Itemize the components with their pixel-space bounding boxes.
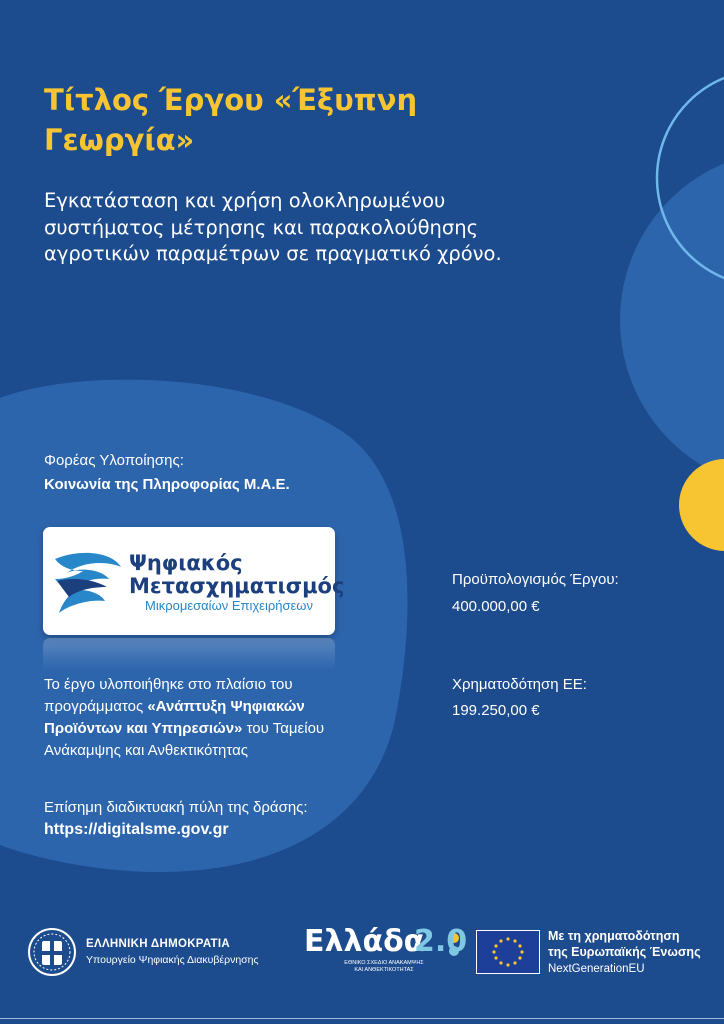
logo-reflection (43, 638, 335, 670)
yellow-dot-shape (679, 459, 724, 551)
ellada-logo-version: 2.0 (414, 924, 468, 959)
program-logo-line3: Μικρομεσαίων Επιχειρήσεων (145, 598, 313, 613)
portal-link[interactable]: https://digitalsme.gov.gr (44, 821, 229, 838)
project-title: Τίτλος Έργου «Έξυπνη Γεωργία» (44, 83, 418, 157)
implementer-label: Φορέας Υλοποίησης: (44, 452, 184, 469)
bottom-divider (0, 1018, 724, 1019)
greece-ministry: Υπουργείο Ψηφιακής Διακυβέρνησης (86, 954, 259, 966)
ellada-logo-sub2: ΚΑΙ ΑΝΘΕΚΤΙΚΟΤΗΤΑΣ (354, 967, 414, 973)
eu-stars-icon (477, 931, 539, 973)
eu-funding-label: Χρηματοδότηση ΕΕ: (452, 676, 587, 693)
project-description: Εγκατάσταση και χρήση ολοκληρωμένου συστήματος μέτρησης και παρακολούθησης αγροτικών παραμέτρων σε πραγματικό χρόνο. (44, 189, 502, 265)
budget-value: 400.000,00 € (452, 598, 540, 615)
program-logo (43, 527, 345, 635)
program-logo-line2: Μετασχηματισμός (129, 574, 345, 598)
eu-flag-icon (476, 930, 540, 974)
eu-funding-line3: NextGenerationEU (548, 963, 645, 975)
eu-funding-value: 199.250,00 € (452, 702, 540, 719)
eu-funding-line1: Με τη χρηματοδότηση (548, 929, 680, 943)
implementer-value: Κοινωνία της Πληροφορίας Μ.Α.Ε. (44, 476, 290, 493)
budget-label: Προϋπολογισμός Έργου: (452, 571, 619, 588)
program-text-after: του Ταμείου Ανάκαμψης και Ανθεκτικότητας (44, 720, 325, 759)
greece-title: ΕΛΛΗΝΙΚΗ ΔΗΜΟΚΡΑΤΙΑ (86, 938, 230, 950)
program-name: «Ανάπτυξη Ψηφιακών Προϊόντων και Υπηρεσιών» (44, 698, 305, 737)
right-circle-shape (620, 150, 724, 490)
program-logo-line1: Ψηφιακός (129, 551, 243, 575)
portal-label: Επίσημη διαδικτυακή πύλη της δράσης: (44, 799, 308, 816)
program-statement (44, 674, 364, 762)
program-swirl-icon (49, 541, 129, 621)
program-text-before: Το έργο υλοποιήθηκε στο πλαίσιο του προγράμματος (44, 676, 293, 715)
greek-coat-of-arms-icon (29, 929, 75, 975)
eu-funding-line2: της Ευρωπαϊκής Ένωσης (548, 945, 701, 959)
ellada-logo-name: Ελλάδα (304, 924, 425, 959)
ellada-logo-sub1: ΕΘΝΙΚΟ ΣΧΕΔΙΟ ΑΝΑΚΑΜΨΗΣ (344, 960, 424, 966)
